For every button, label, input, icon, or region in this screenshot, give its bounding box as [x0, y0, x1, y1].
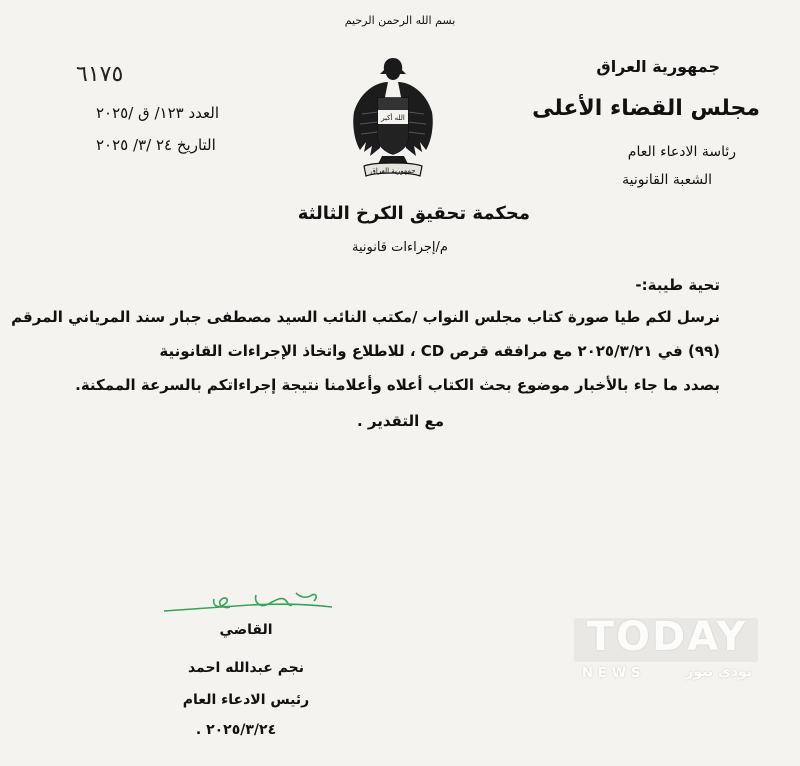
- signatory-name: نجم عبدالله احمد: [187, 660, 305, 676]
- presidency-title: رئاسة الادعاء العام: [627, 144, 736, 160]
- subject-line: م/إجراءات قانونية: [352, 240, 448, 255]
- addressee-court: محكمة تحقيق الكرخ الثالثة: [297, 203, 530, 224]
- watermark-brand: TODAY: [586, 614, 748, 660]
- watermark-arabic: تودي نيوز: [685, 664, 752, 680]
- republic-title: جمهورية العراق: [596, 57, 720, 76]
- basmala: بسم الله الرحمن الرحيم: [344, 14, 456, 27]
- body-line: (٩٩) في ٢٠٢٥/٣/٢١ مع مرافقه قرص CD ، للاطلاع واتخاذ الإجراءات القانونية: [159, 342, 720, 360]
- closing-line: مع التقدير .: [357, 412, 444, 430]
- body-line: نرسل لكم طيا صورة كتاب مجلس النواب /مكتب النائب السيد مصطفى جبار سند المرياني المرقم: [11, 308, 720, 326]
- section-title: الشعبة القانونية: [622, 172, 712, 188]
- signatory-role: رئيس الادعاء العام: [182, 692, 310, 708]
- reference-number: العدد ١٢٣/ ق /٢٠٢٥: [96, 104, 219, 122]
- handwritten-number: ٦١٧٥: [76, 62, 124, 87]
- emblem-shield-text: الله أكبر: [381, 114, 405, 122]
- watermark-news: NEWS: [582, 666, 646, 681]
- emblem-caption: جمهورية العراق: [370, 167, 416, 175]
- greeting: تحية طيبة:-: [635, 276, 720, 294]
- signature-date: ٢٠٢٥/٣/٢٤ .: [195, 722, 277, 738]
- today-news-watermark: [574, 614, 758, 694]
- iraq-eagle-emblem-icon: [348, 52, 438, 192]
- document-date: التاريخ ٢٤ /٣/ ٢٠٢٥: [96, 136, 216, 154]
- handwritten-signature-icon: [160, 585, 340, 625]
- council-title: مجلس القضاء الأعلى: [532, 96, 760, 121]
- body-line: بصدد ما جاء بالأخبار موضوع بحث الكتاب أعلاه وأعلامنا نتيجة إجراءاتكم بالسرعة الممكنة.: [75, 376, 720, 394]
- signatory-title: القاضي: [219, 622, 273, 638]
